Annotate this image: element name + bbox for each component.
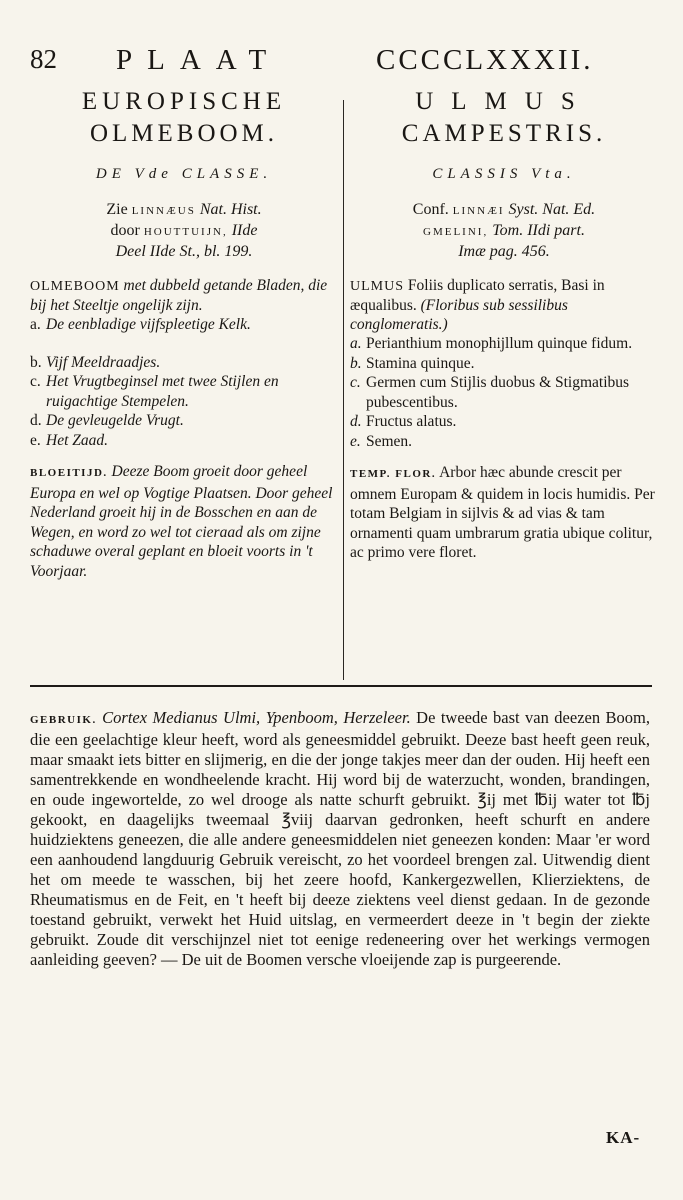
list-item: d. De gevleugelde Vrugt. (30, 412, 184, 429)
catchword: KA- (606, 1128, 641, 1147)
dutch-column (30, 86, 338, 581)
ref-author: LINNÆUS (131, 205, 196, 217)
flowering-label: TEMP. FLOR. (350, 468, 437, 480)
desc-text: met dubbeld getande Bladen, die bij het Steeltje ongelijk zijn. (30, 277, 328, 314)
list-gap (30, 335, 338, 353)
section-divider (30, 685, 652, 687)
list-item: c. Germen cum Stijlis duobus & Stigmatibus pubescentibus. (350, 374, 630, 411)
dutch-classe: DE Vde CLASSE. (95, 166, 273, 182)
ref-title: Nat. Hist. (199, 201, 262, 218)
ref-page: Imæ pag. 456. (458, 243, 550, 260)
ref-author: HOUTTUIJN, (143, 226, 228, 238)
plaat-label: PLAAT (116, 44, 282, 76)
dutch-reference (30, 200, 338, 262)
latin-parts-list (350, 334, 658, 451)
ref-title: Syst. Nat. Ed. (508, 201, 596, 218)
ref-volume: Tom. IIdi part. (492, 222, 585, 239)
list-item: a. De eenbladige vijfspleetige Kelk. (30, 316, 251, 333)
ref-prefix: Zie (106, 201, 128, 218)
latin-title-line1: ULMUS (415, 88, 593, 115)
desc-parenthetical: (Floribus sub sessilibus conglomeratis.) (350, 297, 568, 333)
usage-paragraph (30, 708, 650, 970)
ref-author: GMELINI, (423, 226, 489, 238)
latin-flowering (350, 463, 658, 563)
list-item: a. Perianthium monophijllum quinque fidum. (350, 335, 633, 352)
latin-column (350, 86, 658, 563)
plate-number: CCCCLXXXII. (376, 44, 594, 76)
ref-volume: IIde (231, 222, 258, 239)
dutch-title-line2: OLMEBOOM. (89, 120, 279, 147)
list-item: b. Stamina quinque. (350, 354, 475, 372)
ref-author: LINNÆI (452, 205, 505, 217)
dutch-title-line1: EUROPISCHE (81, 88, 287, 115)
ref-prefix: door (110, 222, 140, 239)
list-item: b. Vijf Meeldraadjes. (30, 353, 161, 371)
latin-classe: CLASSIS Vta. (432, 166, 576, 182)
usage-text: De tweede bast van deezen Boom, die een geelachtige kleur heeft, word als geneesmiddel gebruikt. Deeze bast heeft geen reuk, maar smaakt iets bitter en slijmerig, en die der jonge takjes meer dan der ouden. Hij heeft een samentrekkende en wondheelende kracht. Hij word bij de waterzucht, wonden, brandingen, en oude ingewortelde, zo wel drooge als natte schurft gebruikt. ℥ij met ℔ij water tot ℔j gekookt, en daagelijks tweemaal ℥viij daarvan gedronken, heeft schurft en andere huidziektens geneezen, die alle andere geneesmiddelen niet geneezen konden: Maar 'er word een aanhoudend langduurig Gebruik vereischt, zo het voordeel brengen zal. Uitwendig dient het om meede te wasschen, bij het zeere hoofd, Kankergezwellen, Klierziektens, de Rheumatismus en de Feit, en 't heeft bij deeze ziektens veel dienst gedaan. In de gezonde toestand gebruikt, verwekt het Huid uitslag, en vermeerdert deeze in 't begin der ziekte gebruikt. Zoude dit verschijnzel niet tot eenige redeneering over het werkings vermogen aanleiding geeven? — De uit de Boomen versche vloeijende zap is purgeerende. (30, 708, 651, 969)
ref-prefix: Conf. (412, 201, 449, 218)
dutch-parts-list (30, 315, 338, 450)
usage-label: GEBRUIK. (30, 714, 97, 726)
page-number: 82 (30, 44, 57, 74)
flowering-text: Deeze Boom groeit door geheel Europa en wel op Vogtige Plaatsen. Door geheel Nederland groeit hij in de Bosschen en aan de Wegen, en word zo wel tot cieraad als om zijne schaduwe overal geplant en bloeit voorts in 't Voorjaar. (30, 463, 333, 580)
list-item: d. Fructus alatus. (350, 413, 457, 430)
desc-lead: ULMUS (350, 279, 405, 294)
list-item: c. Het Vrugtbeginsel met twee Stijlen en ruigachtige Stempelen. (30, 373, 279, 410)
desc-text: Foliis duplicato serratis, Basi in æqualibus. (350, 277, 605, 314)
latin-reference (350, 200, 658, 262)
desc-lead: OLMEBOOM (30, 279, 120, 294)
latin-title-line2: CAMPESTRIS. (401, 120, 607, 147)
dutch-description (30, 276, 338, 315)
page-header (30, 44, 650, 84)
flowering-text: Arbor hæc abunde crescit per omnem Europam & quidem in locis humidis. Per totam Belgiam in sijlvis & ad vias & tam ornamenti quam umbrarum gratia ubique colitur, ac primo vere floret. (350, 464, 655, 561)
ref-page: Deel IIde St., bl. 199. (115, 243, 253, 260)
latin-description (350, 276, 658, 334)
list-item: e. Semen. (350, 432, 413, 450)
flowering-label: BLOEITIJD. (30, 467, 108, 479)
column-divider (343, 100, 344, 680)
usage-names: Cortex Medianus Ulmi, Ypenboom, Herzeleer. (102, 708, 411, 727)
dutch-flowering (30, 462, 338, 581)
list-item: e. Het Zaad. (30, 431, 108, 449)
